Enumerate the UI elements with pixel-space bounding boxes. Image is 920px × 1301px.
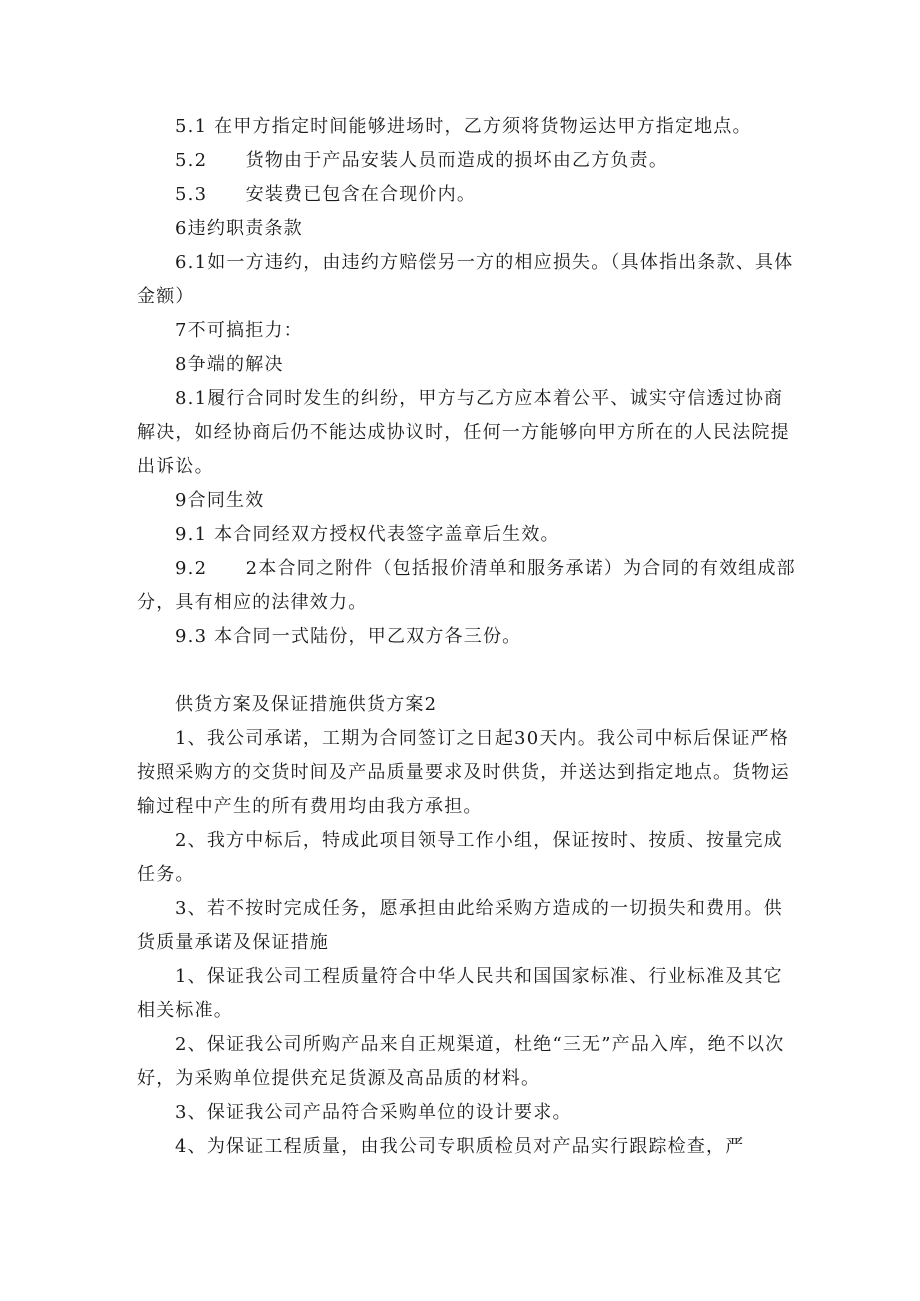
quality-item-2: 2、保证我公司所购产品来自正规渠道，杜绝“三无”产品入库，绝不以次好，为采购单位提供充足货源及高品质的材料。 <box>137 1034 785 1089</box>
clause-5-2: 5.2 货物由于产品安装人员而造成的损坏由乙方负责。 <box>175 150 669 171</box>
clause-9-2: 9.2 2本合同之附件（包括报价清单和服务承诺）为合同的有效组成部分，具有相应的法律效力。 <box>137 558 796 613</box>
quality-item-3: 3、保证我公司产品符合采购单位的设计要求。 <box>175 1102 572 1123</box>
document-body <box>137 110 802 1164</box>
section-8-heading: 8争端的解决 <box>175 354 284 375</box>
supply-plan-heading: 供货方案及保证措施供货方案2 <box>175 694 438 715</box>
clause-5-3: 5.3 安装费已包含在合现价内。 <box>175 184 477 205</box>
supply-item-1: 1、我公司承诺，工期为合同签订之日起30天内。我公司中标后保证严格按照采购方的交货时间及产品质量要求及时供货，并送达到指定地点。货物运输过程中产生的所有费用均由我方承担。 <box>137 728 790 817</box>
paragraph-gap <box>137 654 802 688</box>
clause-8-1: 8.1履行合同时发生的纠纷，甲方与乙方应本着公平、诚实守信透过协商解决，如经协商后仍不能达成协议时，任何一方能够向甲方所在的人民法院提出诉讼。 <box>137 388 790 477</box>
quality-item-4: 4、为保证工程质量，由我公司专职质检员对产品实行跟踪检查，严 <box>175 1136 745 1157</box>
quality-item-1: 1、保证我公司工程质量符合中华人民共和国国家标准、行业标准及其它相关标准。 <box>137 966 783 1021</box>
section-6-heading: 6违约职责条款 <box>175 218 303 239</box>
clause-9-1: 9.1 本合同经双方授权代表签字盖章后生效。 <box>175 524 560 545</box>
section-7-heading: 7不可搞拒力： <box>175 320 303 341</box>
clause-9-3: 9.3 本合同一式陆份，甲乙双方各三份。 <box>175 626 522 647</box>
supply-item-2: 2、我方中标后，特成此项目领导工作小组，保证按时、按质、按量完成任务。 <box>137 830 783 885</box>
supply-item-3: 3、若不按时完成任务，愿承担由此给采购方造成的一切损失和费用。供货质量承诺及保证措施 <box>137 898 783 953</box>
section-9-heading: 9合同生效 <box>175 490 265 511</box>
clause-5-1: 5.1 在甲方指定时间能够进场时，乙方须将货物运达甲方指定地点。 <box>175 116 752 137</box>
clause-6-1: 6.1如一方违约，由违约方赔偿另一方的相应损失。（具体指出条款、具体金额） <box>137 252 794 307</box>
